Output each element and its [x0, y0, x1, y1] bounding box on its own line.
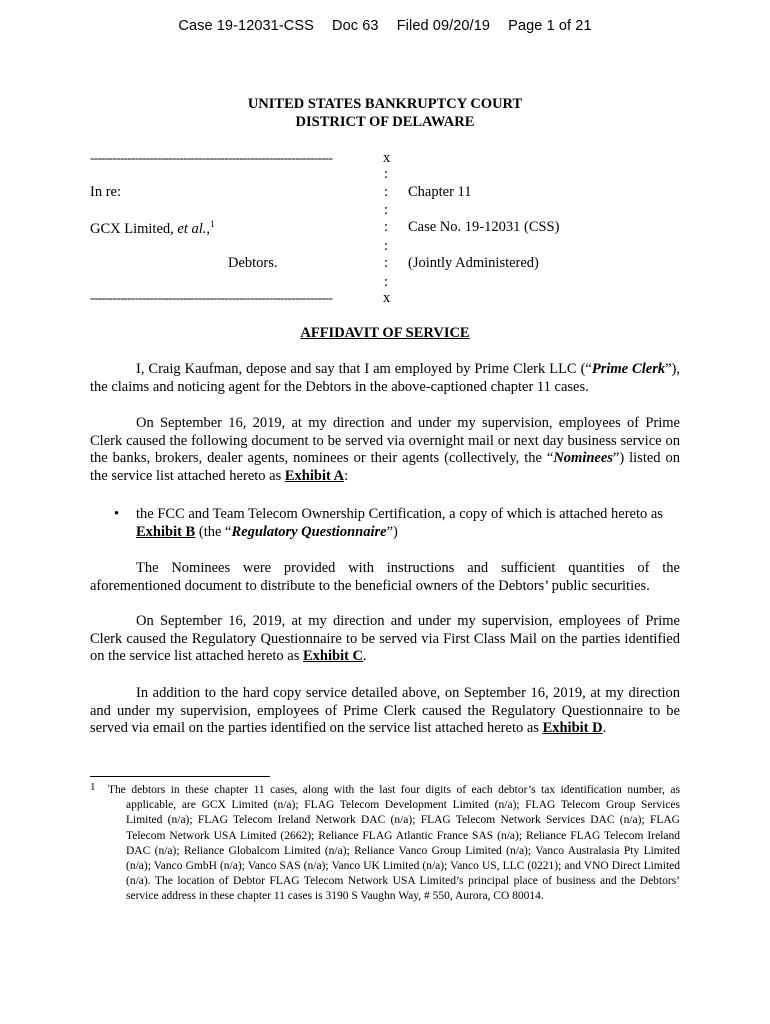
filing-header	[0, 18, 770, 34]
caption-colon: :	[384, 255, 389, 271]
in-re-label: In re:	[90, 184, 121, 200]
caption-colon: :	[384, 202, 389, 218]
chapter-label: Chapter 11	[408, 184, 472, 200]
caption-colon: :	[384, 238, 389, 254]
served-document-item: • the FCC and Team Telecom Ownership Certification, a copy of which is attached hereto as Exhibit B (the “Regulatory Questionnaire”)	[114, 506, 663, 540]
paragraph-2: On September 16, 2019, at my direction and under my supervision, employees of Prime Clerk caused the following document to be served via overnight mail or next day business service on the banks, brokers, dealer agents, nominees or their agents (collectively, the “Nominees”) listed on the service list attached hereto as Exhibit A:	[90, 415, 680, 484]
document-title: AFFIDAVIT OF SERVICE	[300, 325, 470, 341]
exhibit-d-ref: Exhibit D	[542, 720, 603, 737]
exhibit-b-ref: Exhibit B	[136, 523, 196, 540]
footnote-divider	[90, 776, 270, 777]
caption-bottom-x: x	[383, 290, 391, 306]
footnote-number: 1	[90, 781, 96, 793]
paragraph-1: I, Craig Kaufman, depose and say that I am employed by Prime Clerk LLC (“Prime Clerk”), the claims and noticing agent for the Debtors in the above-captioned chapter 11 cases.	[90, 361, 680, 395]
debtor-name: GCX Limited, et al.,$^1$	[90, 219, 215, 237]
doc-number-stamp: Doc 63	[332, 18, 379, 34]
court-name: UNITED STATES BANKRUPTCY COURT	[247, 96, 523, 112]
exhibit-c-ref: Exhibit C	[302, 648, 364, 665]
case-number-stamp: Case 19-12031-CSS	[178, 18, 314, 34]
footnote	[90, 783, 680, 905]
exhibit-a-ref: Exhibit A	[284, 467, 345, 484]
footnote-text: The debtors in these chapter 11 cases, along with the last four digits of each debtor’s tax identification number, as applicable, are GCX Limited (n/a); FLAG Telecom Development Limited (n/a); FLAG Telecom Group Services Limited (n/a); FLAG Telecom Ireland Network DAC (n/a); FLAG Telecom Network Services DAC (n/a); FLAG Telecom Network USA Limited (2662); Reliance FLAG Atlantic France SAS (n/a); Reliance FLAG Telecom Ireland DAC (n/a); Reliance Globalcom Limited (n/a); Reliance Vanco Group Limited (n/a); Vanco Australasia Pty Limited (n/a); Vanco GmbH (n/a); Vanco SAS (n/a); Vanco UK Limited (n/a); Vanco US, LLC (0221); and VNO Direct Limited (n/a). The location of Debtor FLAG Telecom Network USA Limited’s principal place of business and the Debtors’ service address in these chapter 11 cases is 3190 S Vaughn Way, # 550, Aurora, CO 80014.	[108, 784, 680, 903]
caption-bottom-rule: -----------------------------------------------------------------	[90, 290, 333, 305]
bullet-icon: •	[114, 506, 120, 522]
paragraph-5: In addition to the hard copy service detailed above, on September 16, 2019, at my direction and under my supervision, employees of Prime Clerk caused the Regulatory Questionnaire to be served via email on the parties identified on the service list attached hereto as Exhibit D.	[90, 685, 680, 737]
page-number-stamp: Page 1 of 21	[508, 18, 592, 34]
caption-colon: :	[384, 274, 389, 290]
caption-colon: :	[384, 166, 389, 182]
paragraph-4: On September 16, 2019, at my direction and under my supervision, employees of Prime Clerk caused the Regulatory Questionnaire to be served via First Class Mail on the parties identified on the service list attached hereto as Exhibit C.	[90, 613, 680, 665]
caption-colon: :	[384, 219, 389, 235]
court-district: DISTRICT OF DELAWARE	[295, 114, 475, 130]
footnote-ref: 1	[210, 219, 215, 229]
caption-top-x: x	[383, 150, 391, 166]
filed-date-stamp: Filed 09/20/19	[396, 18, 491, 34]
paragraph-3: The Nominees were provided with instructions and sufficient quantities of the aforementioned document to distribute to the beneficial owners of the Debtors’ public securities.	[90, 560, 680, 594]
caption-top-rule: -----------------------------------------------------------------	[90, 150, 333, 165]
case-number: Case No. 19-12031 (CSS)	[408, 219, 560, 235]
caption-colon: :	[384, 184, 389, 200]
court-heading	[0, 95, 770, 131]
jointly-administered: (Jointly Administered)	[408, 255, 539, 271]
debtors-label: Debtors.	[228, 255, 278, 271]
